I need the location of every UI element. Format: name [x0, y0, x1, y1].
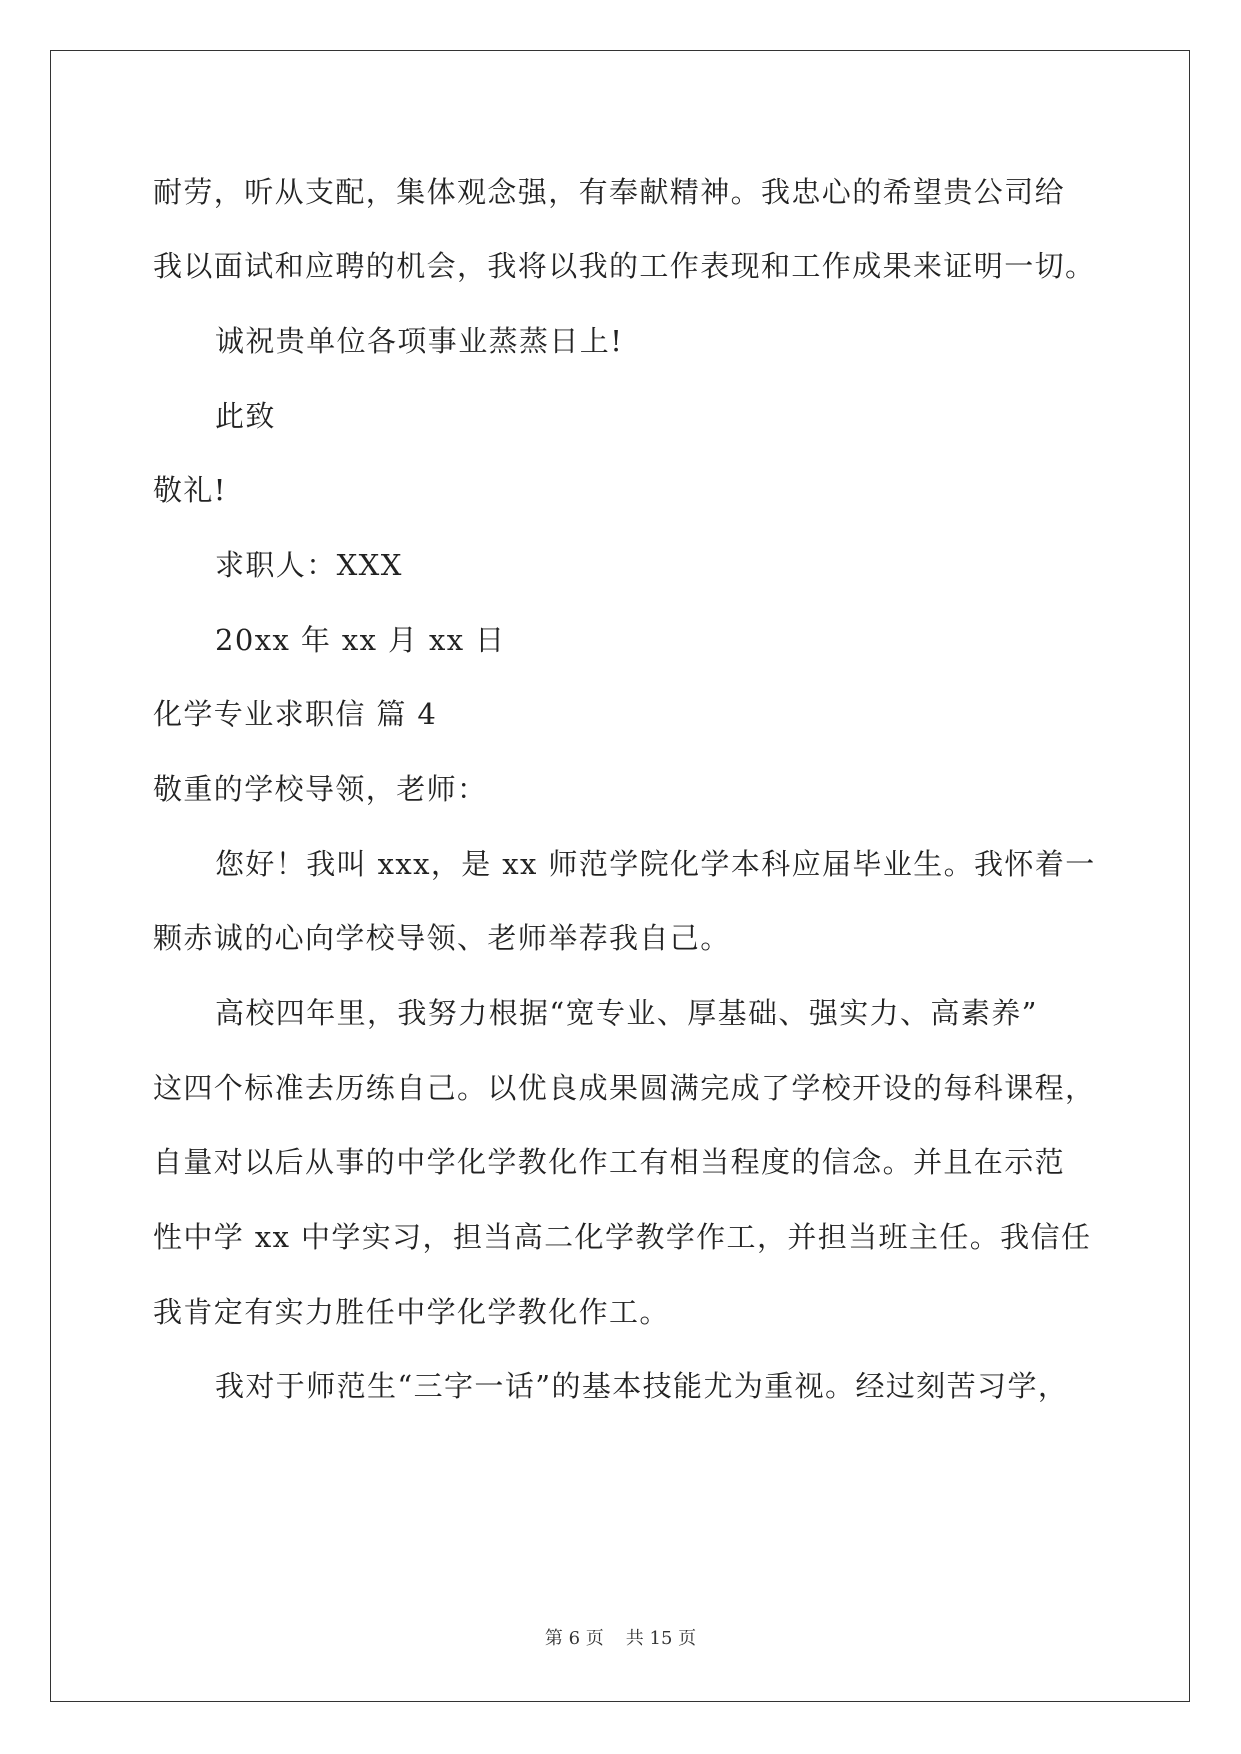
- page-number: 第 6 页: [544, 1628, 604, 1649]
- body-line: 自量对以后从事的中学化学教化作工有相当程度的信念。并且在示范: [153, 1145, 1066, 1179]
- applicant-signature: 求职人：XXX: [215, 548, 403, 582]
- page-total: 共 15 页: [625, 1628, 697, 1649]
- body-line: 耐劳，听从支配，集体观念强，有奉献精神。我忠心的希望贵公司给: [153, 175, 1066, 209]
- body-line: 这四个标准去历练自己。以优良成果圆满完成了学校开设的每科课程，: [153, 1071, 1096, 1105]
- body-line: 我对于师范生“三字一话”的基本技能尤为重视。经过刻苦习学，: [215, 1369, 1069, 1403]
- salutation-ci-zhi: 此致: [215, 399, 276, 433]
- body-line: 我以面试和应聘的机会，我将以我的工作表现和工作成果来证明一切。: [153, 249, 1096, 283]
- salutation-jing-li: 敬礼!: [153, 473, 227, 507]
- page-footer: [0, 1624, 1241, 1650]
- body-line: 高校四年里，我努力根据“宽专业、厚基础、强实力、高素养”: [215, 996, 1038, 1030]
- body-line: 我肯定有实力胜任中学化学教化作工。: [153, 1295, 670, 1329]
- body-line: 性中学 xx 中学实习，担当高二化学教学作工，并担当班主任。我信任: [153, 1220, 1092, 1254]
- closing-wish: 诚祝贵单位各项事业蒸蒸日上!: [215, 324, 624, 358]
- section-heading: 化学专业求职信 篇 4: [153, 697, 438, 731]
- body-line: 颗赤诚的心向学校导领、老师举荐我自己。: [153, 921, 731, 955]
- letter-date: 20xx 年 xx 月 xx 日: [215, 623, 506, 657]
- letter-greeting: 敬重的学校导领，老师：: [153, 772, 488, 806]
- body-line: 您好！我叫 xxx，是 xx 师范学院化学本科应届毕业生。我怀着一: [215, 847, 1096, 881]
